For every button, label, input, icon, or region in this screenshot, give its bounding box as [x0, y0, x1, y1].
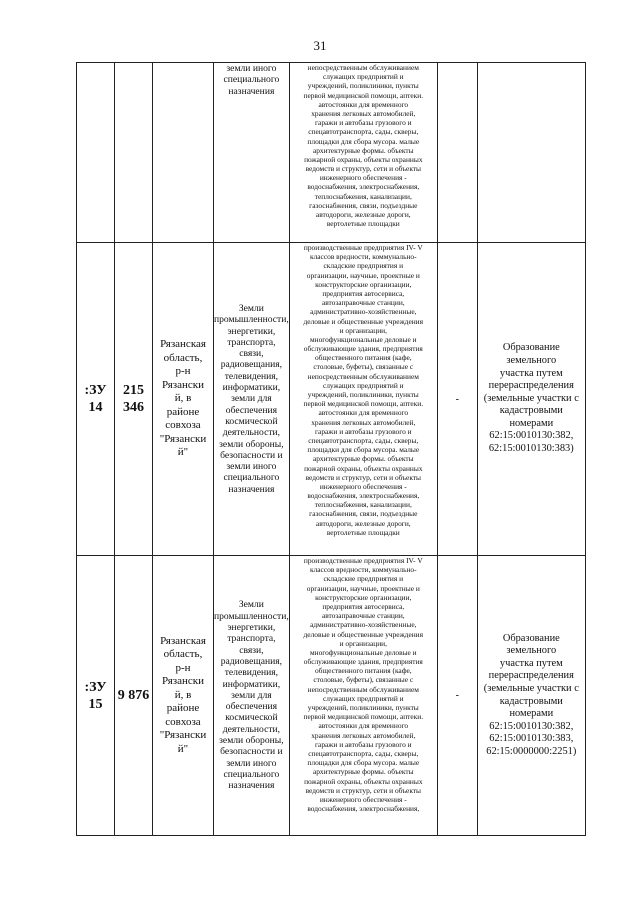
action-cell — [477, 63, 585, 243]
permitted-use-cell: производственные предприятия IV- V классов вредности, коммунально- складские предприятия и организации, научные, проектные и конструкторские организации, предприятия автосервиса, автозаправочные станции, административно-хозяйственные, деловые и общественные учреждения и организации, многофункциональные деловые и обслуживающие здания, предприятия общественного питания (кафе, столовые, буфеты), связанные с непосредственным обслуживанием служащих предприятий и учреждений, поликлиники, пункты первой медицинской помощи, аптеки. автостоянки для временного хранения легковых автомобилей, гаражи и автобазы грузового и спецавтотранспорта, сады, скверы, площадки для сбора мусора. малые архитектурные формы. объекты пожарной охраны, объекты охранных ведомств и структур, сети и объекты инженерного обеспечения - водоснабжения, электроснабжения, теплоснабжения, канализации, газоснабжения, связи, подъездные автодороги, железные дороги, вертолетные площадки — [289, 243, 437, 556]
page-number: 31 — [313, 38, 327, 53]
plot-area-cell: 9 876 — [115, 556, 153, 836]
plot-address-cell: Рязанская область, р-н Рязански й, в районе совхоза "Рязански й" — [153, 556, 214, 836]
plot-area-cell: 215 346 — [115, 243, 153, 556]
plot-area-cell — [115, 63, 153, 243]
plot-zone-cell: земли иного специального назначения — [214, 63, 290, 243]
permitted-use-cell: непосредственным обслуживанием служащих предприятий и учреждений, поликлиники, пункты первой медицинской помощи, аптеки. автостоянки для временного хранения легковых автомобилей, гаражи и автобазы грузового и спецавтотранспорта, сады, скверы, площадки для сбора мусора. малые архитектурные формы. объекты пожарной охраны, объекты охранных ведомств и структур, сети и объекты инженерного обеспечения - водоснабжения, электроснабжения, теплоснабжения, канализации, газоснабжения, связи, подъездные автодороги, железные дороги, вертолетные площадки — [289, 63, 437, 243]
action-cell: Образование земельного участка путем перераспределения (земельные участки с кадастровыми номерами 62:15:0010130:382, 62:15:0010130:383) — [477, 243, 585, 556]
plot-id-cell: :ЗУ 14 — [77, 243, 115, 556]
table-row — [77, 243, 586, 556]
plot-id-cell — [77, 63, 115, 243]
plot-id-cell: :ЗУ 15 — [77, 556, 115, 836]
plot-zone-cell: Земли промышленности, энергетики, транспорта, связи, радиовещания, телевидения, информатики, земли для обеспечения космической деятельности, земли обороны, безопасности и земли иного специального назначения — [214, 243, 290, 556]
note-cell: - — [437, 243, 477, 556]
table-row-continued — [77, 63, 586, 243]
plot-address-cell: Рязанская область, р-н Рязански й, в районе совхоза "Рязански й" — [153, 243, 214, 556]
note-cell: - — [437, 556, 477, 836]
permitted-use-cell: производственные предприятия IV- V классов вредности, коммунально- складские предприятия и организации, научные, проектные и конструкторские организации, предприятия автосервиса, автозаправочные станции, административно-хозяйственные, деловые и общественные учреждения и организации, многофункциональные деловые и обслуживающие здания, предприятия общественного питания (кафе, столовые, буфеты), связанные с непосредственным обслуживанием служащих предприятий и учреждений, поликлиники, пункты первой медицинской помощи, аптеки. автостоянки для временного хранения легковых автомобилей, гаражи и автобазы грузового и спецавтотранспорта, сады, скверы, площадки для сбора мусора. малые архитектурные формы. объекты пожарной охраны, объекты охранных ведомств и структур, сети и объекты инженерного обеспечения - водоснабжения, электроснабжения, — [289, 556, 437, 836]
land-plots-table — [76, 62, 586, 836]
note-cell — [437, 63, 477, 243]
plot-zone-cell: Земли промышленности, энергетики, транспорта, связи, радиовещания, телевидения, информатики, земли для обеспечения космической деятельности, земли обороны, безопасности и земли иного специального назначения — [214, 556, 290, 836]
action-cell: Образование земельного участка путем перераспределения (земельные участки с кадастровыми номерами 62:15:0010130:382, 62:15:0010130:383, 62:15:0000000:2251) — [477, 556, 585, 836]
table-row — [77, 556, 586, 836]
plot-address-cell — [153, 63, 214, 243]
